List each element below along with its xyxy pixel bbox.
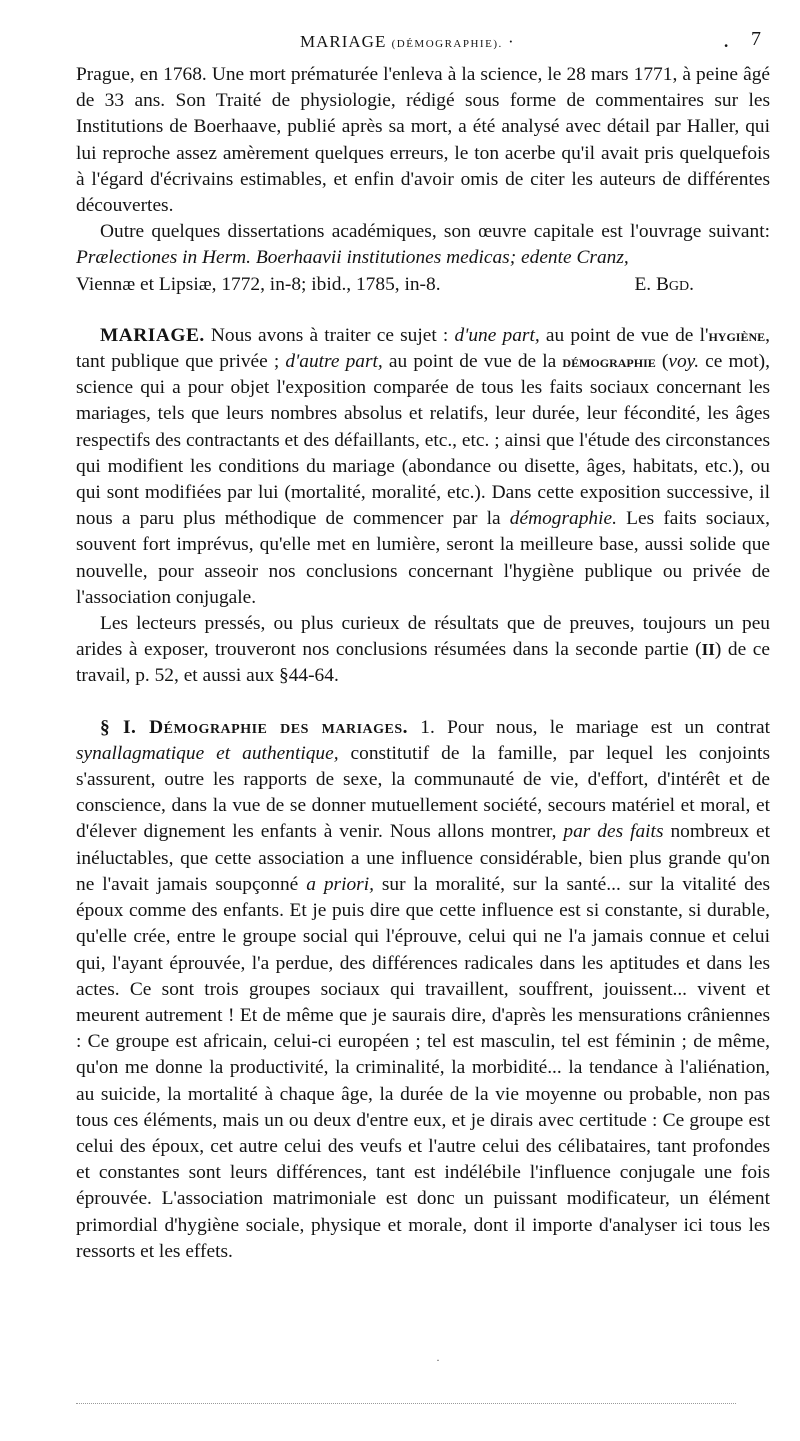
section-heading: § I. Démographie des mariages. bbox=[100, 716, 409, 738]
text-run: ( bbox=[655, 351, 669, 373]
footer-mark: · bbox=[436, 1353, 440, 1367]
italic-run: d'autre part, bbox=[285, 351, 383, 373]
italic-run: synallagmatique et authentique, bbox=[76, 742, 339, 764]
works-title: Prælectiones in Herm. Boerhaavii institutiones medicas; edente Cranz, bbox=[76, 247, 629, 269]
entry-gap bbox=[76, 298, 770, 323]
text-run: nombreux et inéluctables, que cette association a une influence considérable, bien plus grande qu'on ne l'avait jamais soupçonné bbox=[76, 821, 771, 895]
bold-run: démographie bbox=[562, 352, 656, 372]
text-run: ce mot), science qui a pour objet l'exposition comparée de tous les faits sociaux concernant les mariages, tels que leurs nombres absolus et relatifs, leur durée, leur fécondité, les âges respectifs des contractants et des défaillants, etc., etc. ; ainsi que l'étude des circonstances qui modifient les conditions du mariage (abondance ou disette, âges, habitats, etc.), ou qui sont modifiées par lui (mortalité, moralité, etc.). Dans cette exposition successive, il nous a paru plus méthodique de commencer par la bbox=[76, 351, 770, 530]
text-run: 1. Pour nous, le mariage est un contrat bbox=[408, 716, 771, 738]
footer-rule bbox=[76, 1403, 736, 1404]
italic-run: a priori, bbox=[306, 873, 374, 895]
header-dot: . bbox=[724, 32, 730, 51]
bold-run: II bbox=[701, 640, 715, 660]
works-lead: Outre quelques dissertations académiques, son œuvre capitale est l'ouvrage suivant: bbox=[100, 221, 770, 243]
text-run: au point de vue de l' bbox=[539, 324, 709, 346]
section-gap bbox=[76, 690, 770, 715]
previous-entry-paragraph: Prague, en 1768. Une mort prématurée l'enleva à la science, le 28 mars 1771, à peine âgé de 33 ans. Son Traité de physiologie, rédigé sous forme de commentaires sur les Institutions de Boerhaave, publié après sa mort, a été analysé avec détail par Haller, qui lui reproche assez amèrement quelques erreurs, le ton acerbe qu'il avait pris quelquefois à l'égard d'écrivains estimables, et enfin d'avoir omis de citer les auteurs de différentes découvertes. bbox=[76, 64, 770, 217]
previous-entry-signature-line bbox=[76, 272, 770, 298]
page-number: 7 bbox=[751, 28, 762, 50]
text-run: au point de vue de la bbox=[382, 351, 563, 373]
mariage-readers-paragraph bbox=[76, 611, 770, 690]
text-run: sur la moralité, sur la santé... sur la vitalité des époux comme des enfants. Et je puis dire que cette influence est si constante, si durable, qu'elle crée, entre le groupe social qui l'éprouve, celui qui ne l'a jamais connue et celui qui, l'ayant éprouvée, l'a perdue, des différences radicales dans les aptitudes et dans les actes. Ce sont trois groupes sociaux qui travaillent, souffrent, jouissent... vivent et meurent autrement ! Et de même que je saurais dire, d'après les mensurations crâniennes : Ce groupe est africain, celui-ci européen ; tel est masculin, tel est féminin ; de même, qu'on me donne la productivité, la criminalité, la morbidité... la tendance à l'aliénation, au suicide, la mortalité à chaque âge, la durée de la vie moyenne ou probable, non pas tous ces éléments, mais un ou deux d'entre eux, et je dirais avec certitude : Ce groupe est celui des époux, cet autre celui des veufs et l'autre celui des célibataires, tant profondes et constantes sont leurs différences, tant est indélébile l'influence conjugale une fois éprouvée. L'association matrimoniale est donc un puissant modificateur, un élément primordial d'hygiène sociale, physique et morale, dont il importe d'analyser ici tous les ressorts et les effets. bbox=[76, 873, 770, 1262]
mariage-intro-paragraph bbox=[76, 323, 770, 611]
running-header bbox=[76, 28, 768, 58]
page-body bbox=[76, 62, 770, 1265]
running-title-separator: · bbox=[507, 32, 515, 51]
italic-run: d'une part, bbox=[454, 324, 540, 346]
works-tail: Viennæ et Lipsiæ, 1772, in-8; ibid., 1785, in-8. bbox=[76, 273, 441, 295]
text-run: ) de ce travail, p. 52, et aussi aux §44-64. bbox=[76, 639, 771, 687]
italic-run: voy. bbox=[668, 351, 700, 373]
text-run: , tant publique que privée ; bbox=[76, 324, 770, 373]
entry-headword: MARIAGE. bbox=[100, 324, 205, 346]
italic-run: par des faits bbox=[563, 821, 664, 843]
text-run: Les faits sociaux, souvent fort imprévus, qu'elle met en lumière, seront la meilleure base, aussi solide que nouvelle, pour asseoir nos conclusions concernant l'hygiène publique ou privée de l'association conjugale. bbox=[76, 508, 770, 608]
running-title-sub: (DÉMOGRAPHIE). bbox=[391, 38, 503, 50]
text-run: Les lecteurs pressés, ou plus curieux de résultats que de preuves, toujours un peu arides à exposer, trouveront nos conclusions résumées dans la seconde partie ( bbox=[76, 613, 770, 661]
section-1-paragraph bbox=[76, 715, 770, 1265]
author-signature: E. Bgd. bbox=[634, 273, 694, 295]
bold-run: hygiène bbox=[708, 325, 766, 345]
running-title-main: MARIAGE bbox=[300, 32, 387, 51]
text-run: constitutif de la famille, par lequel les conjoints s'assurent, outre les rapports de sexe, la communauté de vie, d'effort, d'intérêt et de conscience, dans la vue de se donner mutuellement société, secours matériel et moral, et d'élever dignement les enfants à venir. Nous allons montrer, bbox=[76, 742, 770, 843]
previous-entry-works bbox=[76, 219, 770, 271]
italic-run: démographie. bbox=[509, 508, 617, 530]
text-run: Nous avons à traiter ce sujet : bbox=[204, 324, 455, 346]
running-title bbox=[300, 32, 515, 52]
